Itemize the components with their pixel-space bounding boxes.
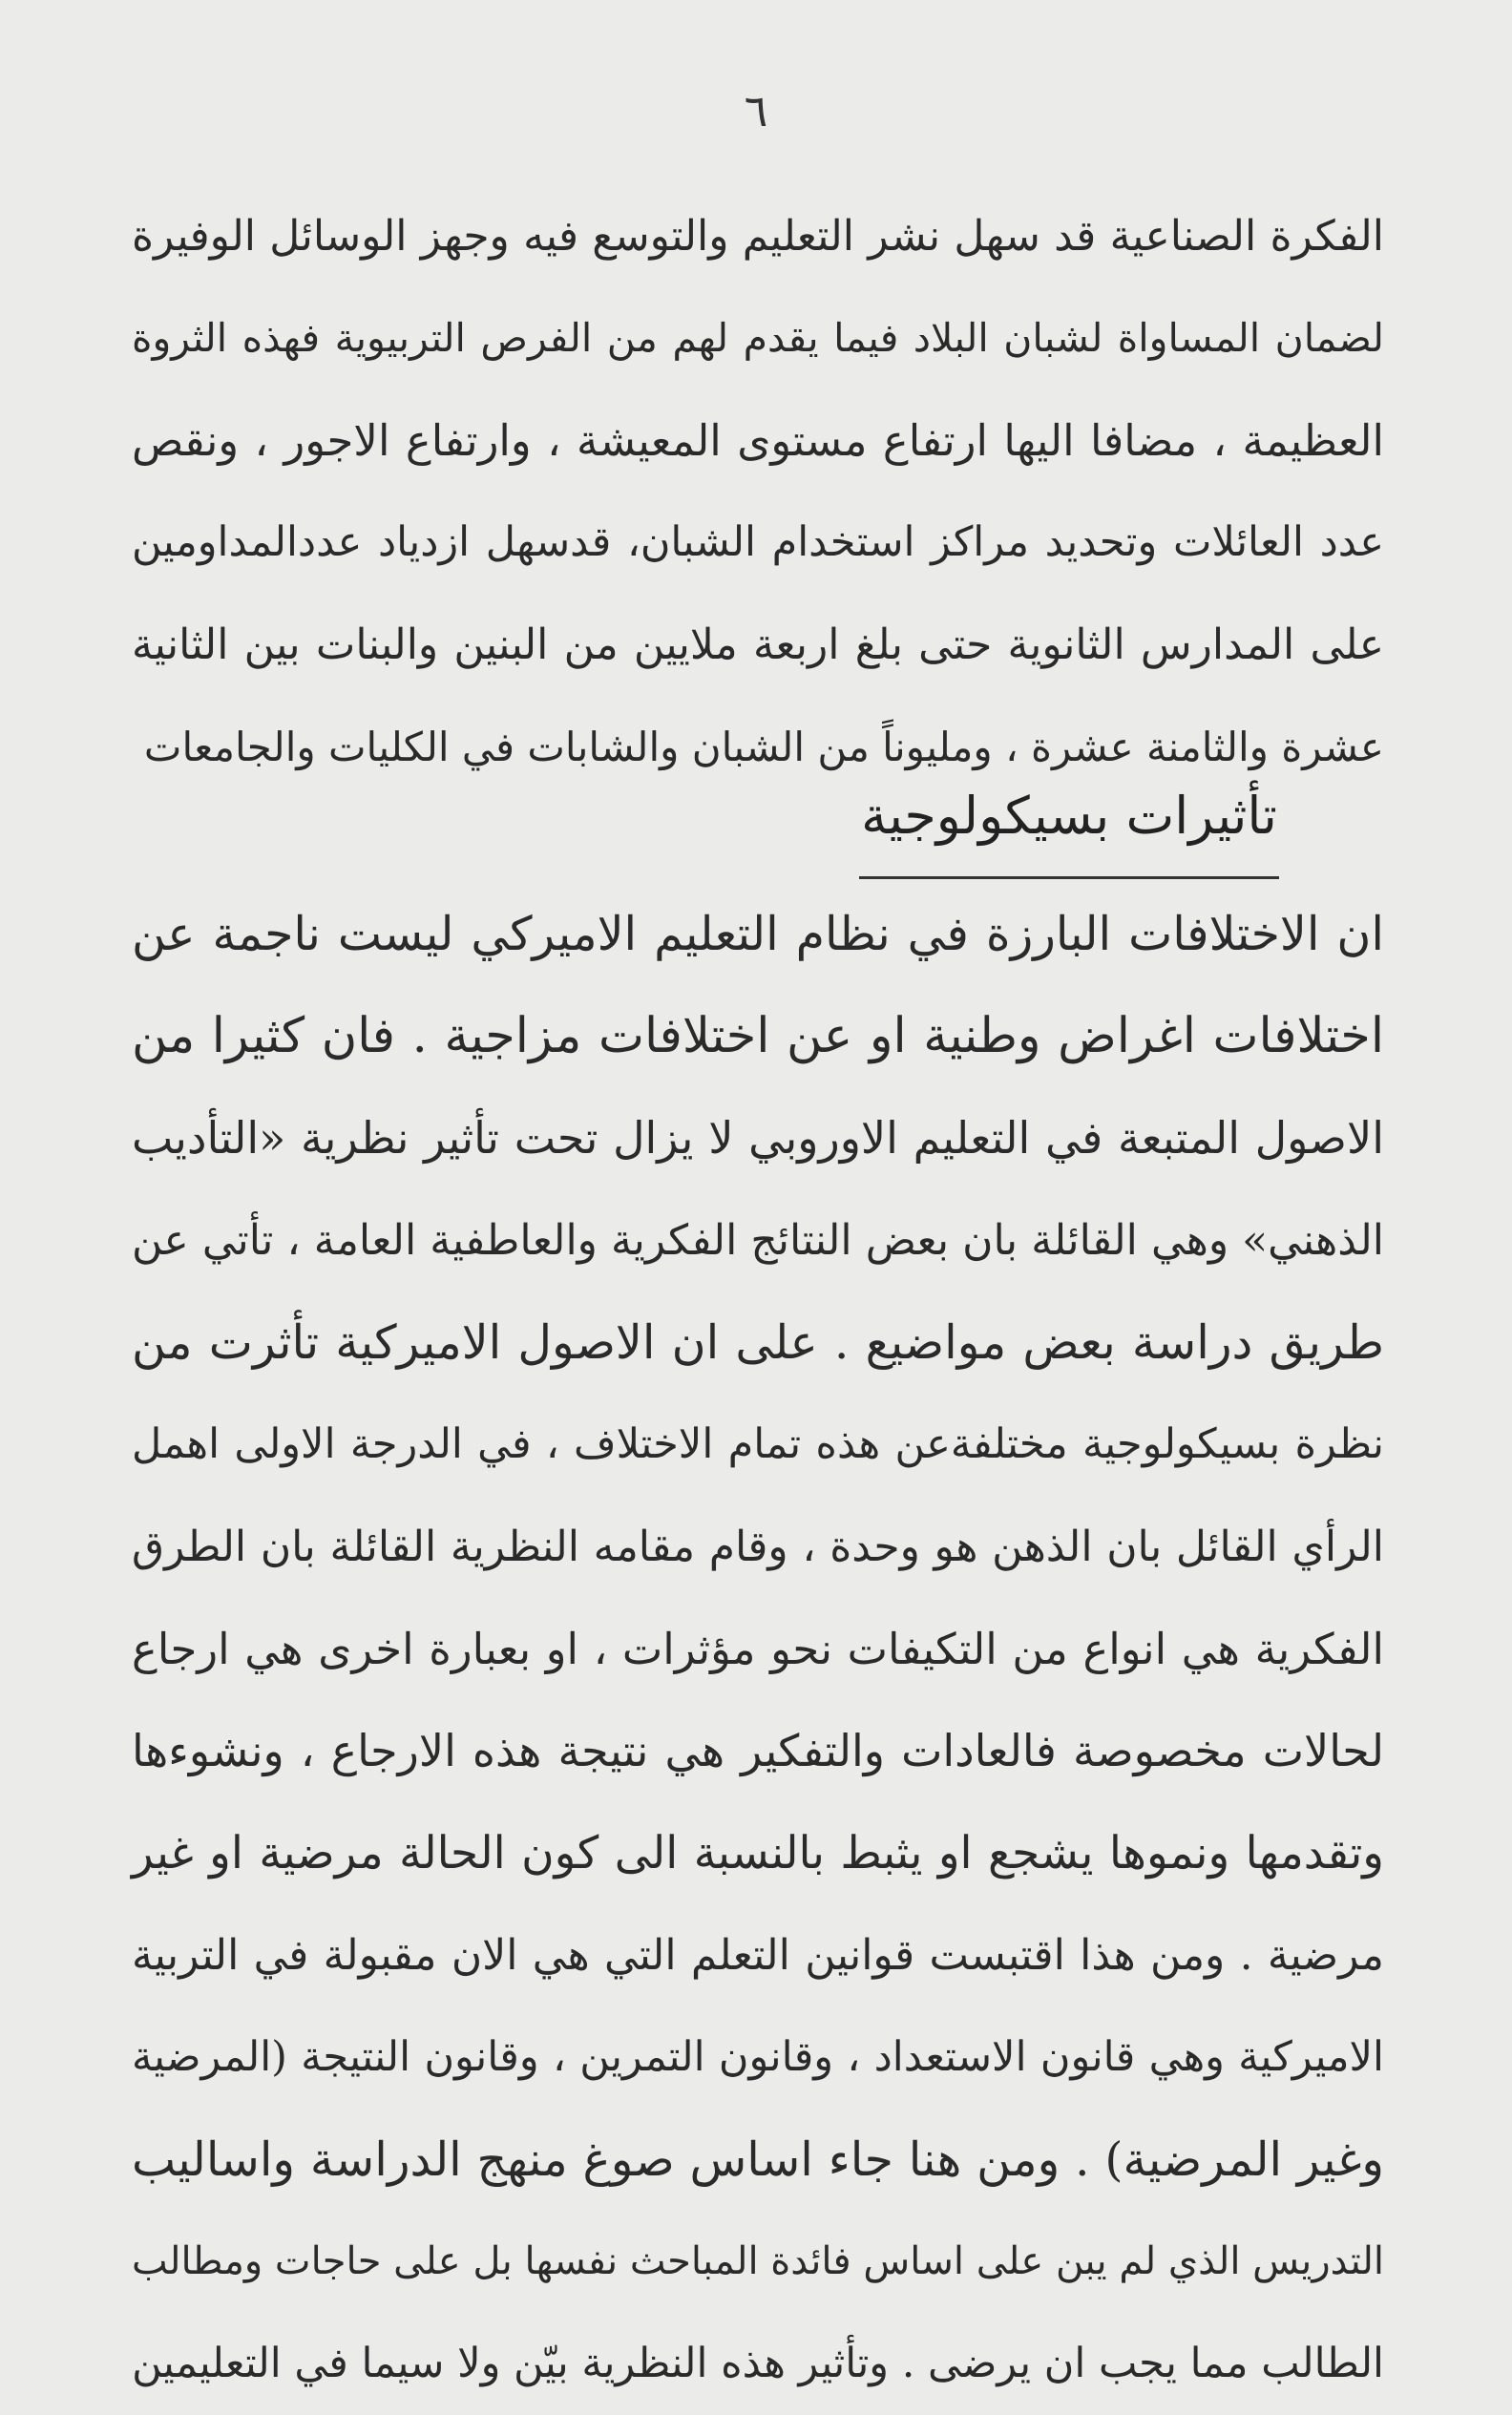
text-line: لضمان المساواة لشبان البلاد فيما يقدم لهم من الفرص التربيوية فهذه الثروة (132, 315, 1384, 361)
text-line: عدد العائلات وتحديد مراكز استخدام الشبان، قدسهل ازدياد عددالمداومين (132, 518, 1384, 566)
text-line: ان الاختلافات البارزة في نظام التعليم الاميركي ليست ناجمة عن (132, 907, 1384, 961)
text-line: طريق دراسة بعض مواضيع . على ان الاصول الاميركية تأثرت من (132, 1315, 1384, 1370)
text-line: وغير المرضية) . ومن هنا جاء اساس صوغ منهج الدراسة واساليب (132, 2132, 1384, 2187)
text-line: مرضية . ومن هذا اقتبست قوانين التعلم التي هي الان مقبولة في التربية (132, 1931, 1384, 1980)
heading-underline (859, 876, 1279, 879)
paragraph-industrial-idea (132, 185, 1384, 798)
text-line: على المدارس الثانوية حتى بلغ اربعة ملايين من البنين والبنات بين الثانية (132, 620, 1384, 669)
text-line: الفكرة الصناعية قد سهل نشر التعليم والتوسع فيه وجهز الوسائل الوفيرة (132, 212, 1384, 261)
text-line: الاميركية وهي قانون الاستعداد ، وقانون التمرين ، وقانون النتيجة (المرضية (132, 2033, 1384, 2081)
section-heading: تأثيرات بسيكولوجية (861, 786, 1277, 846)
section-heading-block (859, 773, 1279, 859)
text-line: التدريس الذي لم يبن على اساس فائدة المباحث نفسها بل على حاجات ومطالب (132, 2239, 1384, 2283)
text-line: الفكرية هي انواع من التكيفات نحو مؤثرات ، او بعبارة اخرى هي ارجاع (132, 1624, 1384, 1674)
text-line: الرأي القائل بان الذهن هو وحدة ، وقام مقامه النظرية القائلة بان الطرق (132, 1522, 1384, 1571)
text-line: وتقدمها ونموها يشجع او يثبط بالنسبة الى كون الحالة مرضية او غير (132, 1827, 1384, 1880)
text-line: اختلافات اغراض وطنية او عن اختلافات مزاجية . فان كثيرا من (132, 1008, 1384, 1064)
text-line: عشرة والثامنة عشرة ، ومليوناً من الشبان والشابات في الكليات والجامعات (143, 724, 1384, 770)
paragraph-psychological-effects (132, 883, 1384, 2415)
page-number: ٦ (744, 85, 768, 136)
text-line: الاصول المتبعة في التعليم الاوروبي لا يزال تحت تأثير نظرية «التأديب (132, 1112, 1384, 1164)
text-line: الذهني» وهي القائلة بان بعض النتائج الفكرية والعاطفية العامة ، تأتي عن (132, 1216, 1384, 1265)
text-line: العظيمة ، مضافا اليها ارتفاع مستوى المعيشة ، وارتفاع الاجور ، ونقص (132, 415, 1384, 466)
text-line: الطالب مما يجب ان يرضى . وتأثير هذه النظرية بيّن ولا سيما في التعليمين (132, 2340, 1384, 2387)
text-line: لحالات مخصوصة فالعادات والتفكير هي نتيجة هذه الارجاع ، ونشوءها (132, 1725, 1384, 1776)
text-line: نظرة بسيكولوجية مختلفةعن هذه تمام الاختلاف ، في الدرجة الاولى اهمل (132, 1420, 1384, 1468)
